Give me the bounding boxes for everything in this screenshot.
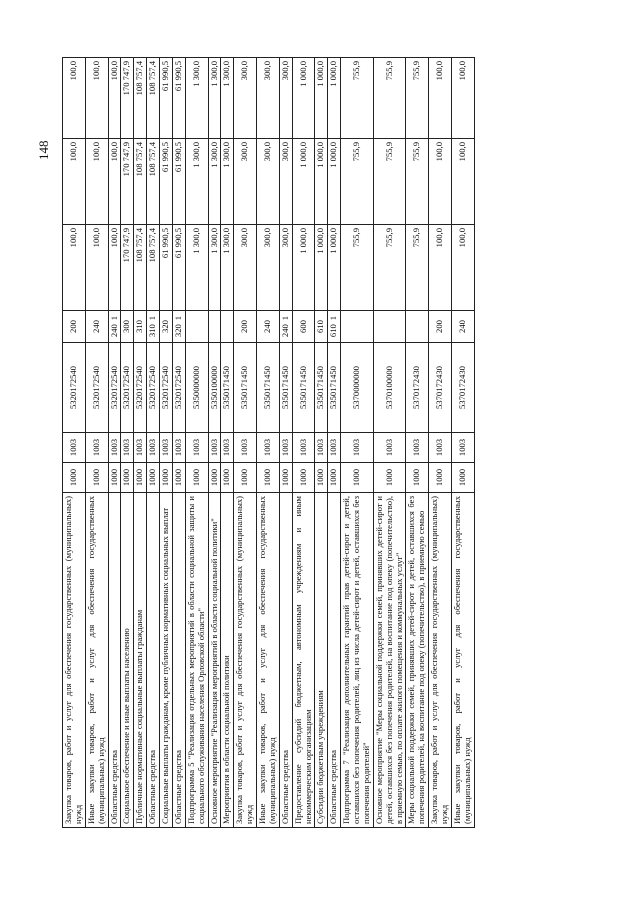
amount-year-1: 100,0: [451, 225, 474, 311]
table-row: [234, 58, 257, 828]
table-row: [208, 58, 221, 828]
amount-year-1: 100,0: [108, 225, 121, 311]
target-article: 5370172430: [451, 343, 474, 433]
amount-year-1: 100,0: [429, 225, 452, 311]
expense-type: 600: [292, 311, 315, 343]
expense-type: [108, 311, 121, 343]
expense-type-value: 610: [328, 324, 339, 338]
target-article: 5370000000: [341, 343, 374, 433]
amount-year-1: 755,9: [406, 225, 429, 311]
table-row: [328, 58, 341, 828]
target-article: 5350171450: [234, 343, 257, 433]
row-name: Социальное обеспечение и иные выплаты населению: [121, 493, 134, 828]
table-row: [221, 58, 234, 828]
table-row: [121, 58, 134, 828]
amount-year-1: 1 000,0: [328, 225, 341, 311]
expense-type: 200: [63, 311, 86, 343]
expense-type: [373, 311, 406, 343]
amount-year-2: 755,9: [373, 139, 406, 225]
target-article: 5320172540: [160, 343, 173, 433]
amount-year-1: 100,0: [63, 225, 86, 311]
expense-type: [279, 311, 292, 343]
row-name: Закупка товаров, работ и услуг для обеспечения государственных (муниципальных) нужд: [234, 493, 257, 828]
expense-type-value: 320: [172, 324, 183, 338]
target-article: 5320172540: [108, 343, 121, 433]
row-name: Иные закупки товаров, работ и услуг для обеспечения государственных (муниципальных) нужд: [451, 493, 474, 828]
amount-year-2: 100,0: [63, 139, 86, 225]
amount-year-3: 1 000,0: [328, 58, 341, 139]
amount-year-3: 170 747,9: [121, 58, 134, 139]
amount-year-1: 755,9: [373, 225, 406, 311]
target-article: 5350171450: [257, 343, 280, 433]
row-name: Закупка товаров, работ и услуг для обеспечения государственных (муниципальных) нужд: [63, 493, 86, 828]
amount-year-3: 300,0: [279, 58, 292, 139]
table-row: [108, 58, 121, 828]
section-code: 1000: [147, 463, 160, 493]
amount-year-2: 108 757,4: [134, 139, 147, 225]
expense-type: 610: [315, 311, 328, 343]
amount-year-3: 300,0: [257, 58, 280, 139]
amount-year-1: 108 757,4: [134, 225, 147, 311]
section-code: 1000: [315, 463, 328, 493]
section-code: 1000: [108, 463, 121, 493]
subsection-code: 1003: [451, 433, 474, 463]
amount-year-3: 1 000,0: [315, 58, 328, 139]
section-code: 1000: [160, 463, 173, 493]
amount-year-2: 1 000,0: [315, 139, 328, 225]
row-name: Областные средства: [328, 493, 341, 828]
table-row: [279, 58, 292, 828]
section-code: 1000: [373, 463, 406, 493]
expense-type-value: 240: [108, 324, 119, 338]
subsection-code: 1003: [121, 433, 134, 463]
target-article: 5350171450: [292, 343, 315, 433]
section-code: 1000: [279, 463, 292, 493]
expense-type: 320: [160, 311, 173, 343]
amount-year-2: 300,0: [257, 139, 280, 225]
expense-type: [172, 311, 185, 343]
expense-type: [406, 311, 429, 343]
subsection-code: 1003: [108, 433, 121, 463]
amount-year-3: 100,0: [108, 58, 121, 139]
amount-year-1: 755,9: [341, 225, 374, 311]
subsection-code: 1003: [292, 433, 315, 463]
row-name: Основное мероприятие "Меры социальной поддержки семей, принявших детей-сирот и детей, оставшихся без попечения родителей, на воспитание под опеку (попечительство), в приемную семью, по оплате жилого помещения и коммунальных услуг": [373, 493, 406, 828]
amount-year-1: 300,0: [234, 225, 257, 311]
row-name: Основное мероприятие "Реализация мероприятий в области социальной политики": [208, 493, 221, 828]
row-name: Социальные выплаты гражданам, кроме публичных нормативных социальных выплат: [160, 493, 173, 828]
source-mark: 1: [279, 315, 290, 321]
amount-year-1: 1 300,0: [221, 225, 234, 311]
table-row: [185, 58, 208, 828]
target-article: 5350171450: [328, 343, 341, 433]
amount-year-2: 1 300,0: [185, 139, 208, 225]
expense-type: 310: [134, 311, 147, 343]
target-article: 5370172430: [429, 343, 452, 433]
amount-year-3: 61 990,5: [160, 58, 173, 139]
amount-year-3: 108 757,4: [147, 58, 160, 139]
amount-year-3: 100,0: [85, 58, 108, 139]
budget-table-rotated: [62, 58, 618, 828]
row-name: Иные закупки товаров, работ и услуг для обеспечения государственных (муниципальных) нужд: [257, 493, 280, 828]
table-row: [134, 58, 147, 828]
budget-table: [62, 57, 475, 828]
expense-type: 240: [257, 311, 280, 343]
expense-type: [341, 311, 374, 343]
section-code: 1000: [185, 463, 208, 493]
section-code: 1000: [172, 463, 185, 493]
table-row: [292, 58, 315, 828]
row-name: Публичные нормативные социальные выплаты гражданам: [134, 493, 147, 828]
expense-type: 240: [85, 311, 108, 343]
table-row: [429, 58, 452, 828]
section-code: 1000: [451, 463, 474, 493]
target-article: 5350171450: [315, 343, 328, 433]
amount-year-1: 61 990,5: [172, 225, 185, 311]
row-name: Подпрограмма 7 "Реализация дополнительных гарантий прав детей-сирот и детей, оставшихся без попечения родителей, лиц из числа детей-сирот и детей, оставшихся без попечения родителей": [341, 493, 374, 828]
expense-type: [208, 311, 221, 343]
expense-type: [185, 311, 208, 343]
row-name: Иные закупки товаров, работ и услуг для обеспечения государственных (муниципальных) нужд: [85, 493, 108, 828]
table-row: [63, 58, 86, 828]
amount-year-3: 100,0: [429, 58, 452, 139]
amount-year-1: 300,0: [279, 225, 292, 311]
amount-year-3: 108 757,4: [134, 58, 147, 139]
expense-type: 200: [234, 311, 257, 343]
expense-type: 240: [451, 311, 474, 343]
expense-type: [328, 311, 341, 343]
table-row: [406, 58, 429, 828]
amount-year-2: 300,0: [234, 139, 257, 225]
amount-year-2: 100,0: [108, 139, 121, 225]
section-code: 1000: [292, 463, 315, 493]
amount-year-1: 108 757,4: [147, 225, 160, 311]
row-name: Областные средства: [279, 493, 292, 828]
row-name: Подпрограмма 5 "Реализация отдельных мероприятий в области социальной защиты и социального обслуживания населения Орловской области": [185, 493, 208, 828]
section-code: 1000: [328, 463, 341, 493]
source-mark: 1: [147, 315, 158, 321]
subsection-code: 1003: [208, 433, 221, 463]
amount-year-3: 1 000,0: [292, 58, 315, 139]
amount-year-3: 755,9: [373, 58, 406, 139]
amount-year-1: 61 990,5: [160, 225, 173, 311]
target-article: 5350171450: [221, 343, 234, 433]
subsection-code: 1003: [234, 433, 257, 463]
section-code: 1000: [63, 463, 86, 493]
amount-year-3: 300,0: [234, 58, 257, 139]
target-article: 5320172540: [134, 343, 147, 433]
section-code: 1000: [85, 463, 108, 493]
source-mark: 1: [328, 315, 339, 321]
row-name: Областные средства: [147, 493, 160, 828]
source-mark: 1: [108, 315, 119, 321]
table-row: [172, 58, 185, 828]
subsection-code: 1003: [373, 433, 406, 463]
amount-year-1: 300,0: [257, 225, 280, 311]
section-code: 1000: [429, 463, 452, 493]
table-row: [160, 58, 173, 828]
target-article: 5370100000: [373, 343, 406, 433]
section-code: 1000: [221, 463, 234, 493]
amount-year-3: 1 300,0: [221, 58, 234, 139]
amount-year-3: 1 300,0: [208, 58, 221, 139]
amount-year-1: 1 300,0: [208, 225, 221, 311]
subsection-code: 1003: [279, 433, 292, 463]
row-name: Субсидии бюджетным учреждениям: [315, 493, 328, 828]
amount-year-2: 61 990,5: [160, 139, 173, 225]
section-code: 1000: [121, 463, 134, 493]
expense-type: 300: [121, 311, 134, 343]
target-article: 5320172540: [121, 343, 134, 433]
subsection-code: 1003: [328, 433, 341, 463]
section-code: 1000: [406, 463, 429, 493]
amount-year-2: 1 000,0: [292, 139, 315, 225]
amount-year-3: 61 990,5: [172, 58, 185, 139]
amount-year-2: 108 757,4: [147, 139, 160, 225]
amount-year-2: 100,0: [451, 139, 474, 225]
amount-year-3: 100,0: [451, 58, 474, 139]
row-name: Закупка товаров, работ и услуг для обеспечения государственных (муниципальных) нужд: [429, 493, 452, 828]
row-name: Предоставление субсидий бюджетным, автономным учреждениям и иным некоммерческим организациям: [292, 493, 315, 828]
amount-year-3: 100,0: [63, 58, 86, 139]
subsection-code: 1003: [185, 433, 208, 463]
amount-year-2: 100,0: [85, 139, 108, 225]
target-article: 5350000000: [185, 343, 208, 433]
page-number: 148: [36, 140, 51, 160]
amount-year-1: 1 300,0: [185, 225, 208, 311]
subsection-code: 1003: [341, 433, 374, 463]
subsection-code: 1003: [429, 433, 452, 463]
section-code: 1000: [341, 463, 374, 493]
target-article: 5350171450: [279, 343, 292, 433]
target-article: 5370172430: [406, 343, 429, 433]
subsection-code: 1003: [85, 433, 108, 463]
target-article: 5320172540: [63, 343, 86, 433]
amount-year-1: 1 000,0: [315, 225, 328, 311]
table-row: [451, 58, 474, 828]
expense-type: 200: [429, 311, 452, 343]
target-article: 5320172540: [85, 343, 108, 433]
amount-year-3: 755,9: [406, 58, 429, 139]
table-row: [147, 58, 160, 828]
target-article: 5320172540: [172, 343, 185, 433]
amount-year-2: 1 300,0: [208, 139, 221, 225]
amount-year-1: 170 747,9: [121, 225, 134, 311]
subsection-code: 1003: [315, 433, 328, 463]
amount-year-2: 1 000,0: [328, 139, 341, 225]
subsection-code: 1003: [257, 433, 280, 463]
amount-year-1: 1 000,0: [292, 225, 315, 311]
subsection-code: 1003: [160, 433, 173, 463]
section-code: 1000: [257, 463, 280, 493]
table-row: [257, 58, 280, 828]
row-name: Областные средства: [172, 493, 185, 828]
amount-year-3: 1 300,0: [185, 58, 208, 139]
row-name: Мероприятия в области социальной политики: [221, 493, 234, 828]
subsection-code: 1003: [147, 433, 160, 463]
table-row: [373, 58, 406, 828]
subsection-code: 1003: [134, 433, 147, 463]
amount-year-1: 100,0: [85, 225, 108, 311]
expense-type: [147, 311, 160, 343]
subsection-code: 1003: [406, 433, 429, 463]
expense-type-value: 310: [147, 324, 158, 338]
target-article: 5350100000: [208, 343, 221, 433]
expense-type: [221, 311, 234, 343]
row-name: Областные средства: [108, 493, 121, 828]
expense-type-value: 240: [279, 324, 290, 338]
target-article: 5320172540: [147, 343, 160, 433]
amount-year-2: 100,0: [429, 139, 452, 225]
amount-year-2: 170 747,9: [121, 139, 134, 225]
amount-year-2: 1 300,0: [221, 139, 234, 225]
section-code: 1000: [208, 463, 221, 493]
amount-year-2: 755,9: [341, 139, 374, 225]
amount-year-2: 755,9: [406, 139, 429, 225]
subsection-code: 1003: [63, 433, 86, 463]
section-code: 1000: [234, 463, 257, 493]
table-row: [85, 58, 108, 828]
source-mark: 1: [172, 315, 183, 321]
table-row: [315, 58, 328, 828]
subsection-code: 1003: [221, 433, 234, 463]
subsection-code: 1003: [172, 433, 185, 463]
amount-year-2: 61 990,5: [172, 139, 185, 225]
row-name: Меры социальной поддержки семей, принявших детей-сирот и детей, оставшихся без попечения родителей, на воспитание под опеку (попечительство), в приемную семью: [406, 493, 429, 828]
table-row: [341, 58, 374, 828]
amount-year-2: 300,0: [279, 139, 292, 225]
section-code: 1000: [134, 463, 147, 493]
amount-year-3: 755,9: [341, 58, 374, 139]
